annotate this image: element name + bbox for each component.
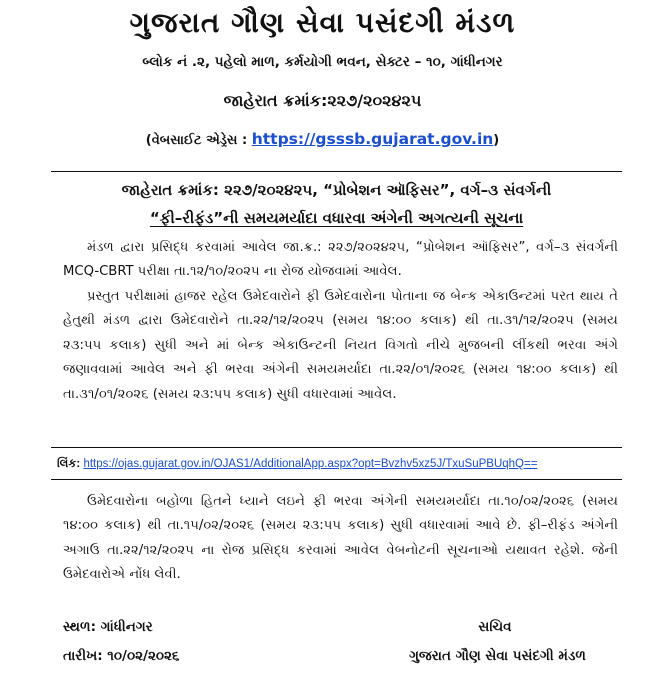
- signatory-org: ગુજરાત ગૌણ સેવા પસંદગી મંડળ: [409, 648, 586, 664]
- paragraph-2: [63, 285, 618, 407]
- ojas-link[interactable]: https://ojas.gujarat.gov.in/OJAS1/AdditionalApp.aspx?opt=Bvzhv5xz5J/TxuSuPBUqhQ==: [83, 458, 538, 470]
- divider-link-top: [51, 447, 622, 448]
- advertisement-number: જાહેરાત ક્રમાંક:૨૨૭/૨૦૨૪૨૫: [223, 91, 422, 110]
- place-label: સ્થળ: ગાંધીનગર: [63, 619, 153, 635]
- paragraph-3-text: ઉમેદવારોના બહોળા હિતને ધ્યાને લઇને ફી ભરવા અંગેની સમયમર્યાદા તા.૧૦/૦૨/૨૦૨૬ (સમય ૧૪:૦૦ કલાક) થી તા.૧૫/૦૨/૨૦૨૬ (સમય ૨૩:૫૫ કલાક) સુધી વધારવામાં આવે છે. ફી–રીફંડ અંગેની અગાઉ તા.૨૨/૧૨/૨૦૨૫ ના રોજ પ્રસિદ્ધ કરવામાં આવેલ વેબનોટની સૂચનાઓ યથાવત રહેશે. જેની ઉમેદવારોએ નોંધ લેવી.: [63, 494, 618, 583]
- notice-subject: [51, 176, 622, 232]
- org-address: બ્લોક નં .૨, પહેલો માળ, કર્મયોગી ભવન, સેક્ટર – ૧૦, ગાંધીનગર: [142, 54, 503, 70]
- org-title: ગુજરાત ગૌણ સેવા પસંદગી મંડળ: [129, 6, 516, 39]
- signatory-title: સચિવ: [478, 619, 512, 635]
- paragraph-3: [63, 490, 618, 588]
- website-close: ): [493, 133, 500, 148]
- date-label: તારીખ: ૧૦/૦૨/૨૦૨૬: [63, 648, 180, 664]
- link-label: લિંક:: [57, 458, 81, 470]
- website-label: (વેબસાઈટ એડ્રેસ :: [145, 133, 252, 148]
- subject-line-1: જાહેરાત ક્રમાંક: ૨૨૭/૨૦૨૪૨૫, “પ્રોબેશન ઑફિસર”, વર્ગ–૩ સંવર્ગની: [121, 181, 552, 199]
- subject-line-2: “ફી–રીફંડ”ની સમયમર્યાદા વધારવા અંગેની અગત્યની સૂચના: [149, 209, 524, 227]
- paragraph-1-text: મંડળ દ્વારા પ્રસિદ્ધ કરવામાં આવેલ જા.ક્ર.: ૨૨૭/૨૦૨૪૨૫, “પ્રોબેશન ઑફિસર”, વર્ગ–૩ સંવર્ગની MCQ-CBRT પરીક્ષા તા.૧૨/૧૦/૨૦૨૫ ના રોજ યોજવામાં આવેલ.: [63, 240, 618, 280]
- divider-link-bottom: [51, 479, 622, 480]
- link-line: [57, 458, 632, 471]
- divider-top: [51, 171, 622, 172]
- paragraph-1: [63, 236, 618, 285]
- website-line: [0, 130, 645, 148]
- website-link[interactable]: https://gsssb.gujarat.gov.in: [251, 130, 494, 148]
- paragraph-2-text: પ્રસ્તુત પરીક્ષામાં હાજર રહેલ ઉમેદવારોને ફી ઉમેદવારોના પોતાના જ બેન્ક એકાઉન્ટમાં પરત થાય તે હેતુથી મંડળ દ્વારા ઉમેદવારોને તા.૨૨/૧૨/૨૦૨૫ (સમય ૧૪:૦૦ કલાક) થી તા.૩૧/૧૨/૨૦૨૫ (સમય ૨૩:૫૫ કલાક) સુધી અને માં બેન્ક એકાઉન્ટની નિયત વિગતો નીચે મુજબની લીંકથી ભરવા અંગે જણાવવામાં આવેલ અને ફી ભરવા અંગેની સમયમર્યાદા તા.૨૨/૦૧/૨૦૨૬ (સમય ૧૪:૦૦ કલાક) થી તા.૩૧/૦૧/૨૦૨૬ (સમય ૨૩:૫૫ કલાક) સુધી વધારવામાં આવેલ.: [63, 289, 618, 402]
